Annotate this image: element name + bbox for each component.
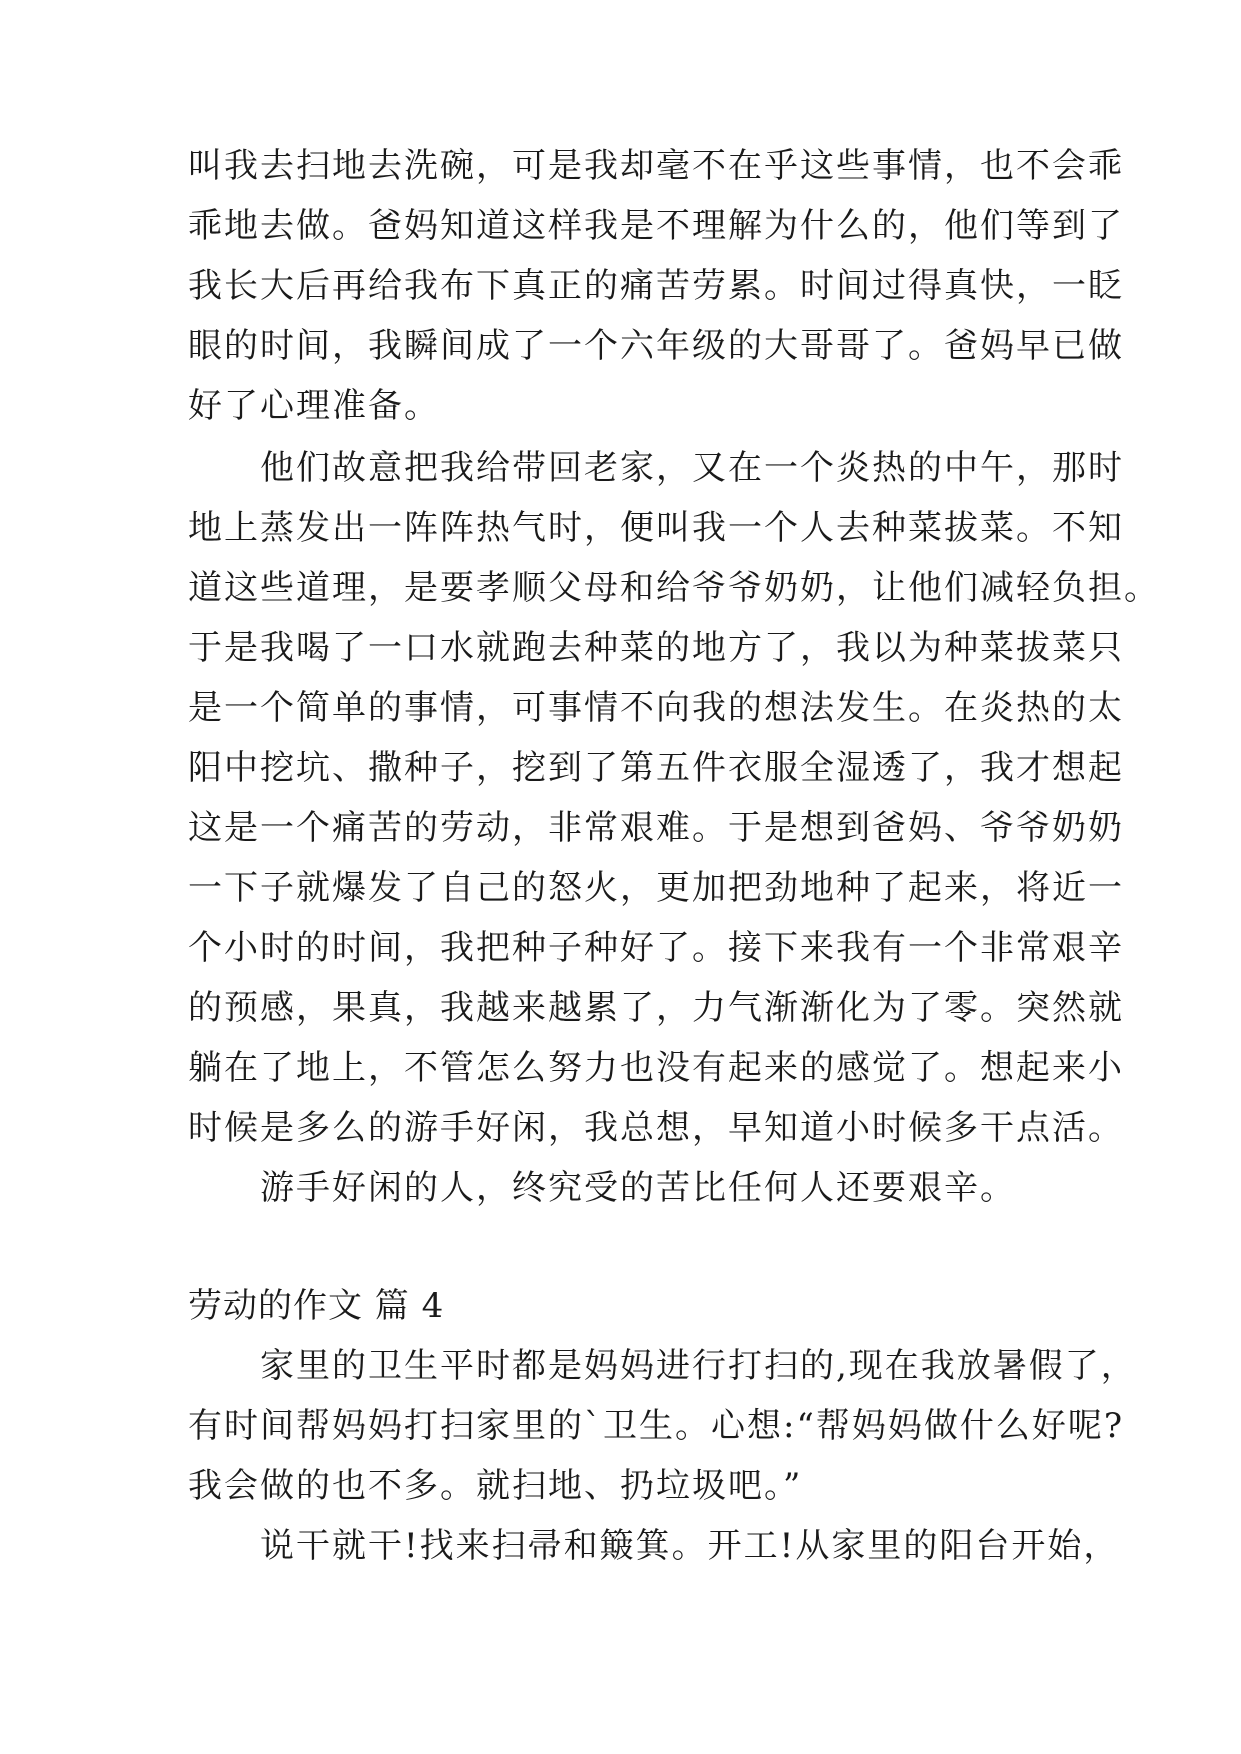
text-line: 于是我喝了一口水就跑去种菜的地方了，我以为种菜拔菜只 [188,628,1124,668]
text-line: 一下子就爆发了自己的怒火，更加把劲地种了起来，将近一 [188,868,1124,908]
text-line: 叫我去扫地去洗碗，可是我却毫不在乎这些事情，也不会乖 [188,146,1124,186]
text-line: 我长大后再给我布下真正的痛苦劳累。时间过得真快，一眨 [188,266,1124,306]
text-line: 是一个简单的事情，可事情不向我的想法发生。在炎热的太 [188,688,1124,728]
text-line: 游手好闲的人，终究受的苦比任何人还要艰辛。 [188,1168,1016,1208]
text-line: 时候是多么的游手好闲，我总想，早知道小时候多干点活。 [188,1108,1124,1148]
text-line: 家里的卫生平时都是妈妈进行打扫的,现在我放暑假了， [188,1346,1137,1386]
text-line: 说干就干!找来扫帚和簸箕。开工!从家里的阳台开始， [188,1526,1120,1566]
text-line: 个小时的时间，我把种子种好了。接下来我有一个非常艰辛 [188,928,1124,968]
text-line: 道这些道理，是要孝顺父母和给爷爷奶奶，让他们减轻负担。 [188,568,1160,608]
text-line: 他们故意把我给带回老家，又在一个炎热的中午，那时 [188,448,1124,488]
text-line: 躺在了地上，不管怎么努力也没有起来的感觉了。想起来小 [188,1048,1124,1088]
section-heading: 劳动的作文 篇 4 [188,1286,445,1326]
text-line: 阳中挖坑、撒种子，挖到了第五件衣服全湿透了，我才想起 [188,748,1124,788]
text-line: 我会做的也不多。就扫地、扔垃圾吧。” [188,1466,803,1506]
text-line: 有时间帮妈妈打扫家里的`卫生。心想:“帮妈妈做什么好呢? [188,1406,1125,1446]
text-line: 这是一个痛苦的劳动，非常艰难。于是想到爸妈、爷爷奶奶 [188,808,1124,848]
text-line: 好了心理准备。 [188,386,440,426]
text-line: 地上蒸发出一阵阵热气时，便叫我一个人去种菜拔菜。不知 [188,508,1124,548]
text-line: 的预感，果真，我越来越累了，力气渐渐化为了零。突然就 [188,988,1124,1028]
text-line: 眼的时间，我瞬间成了一个六年级的大哥哥了。爸妈早已做 [188,326,1124,366]
text-line: 乖地去做。爸妈知道这样我是不理解为什么的，他们等到了 [188,206,1124,246]
